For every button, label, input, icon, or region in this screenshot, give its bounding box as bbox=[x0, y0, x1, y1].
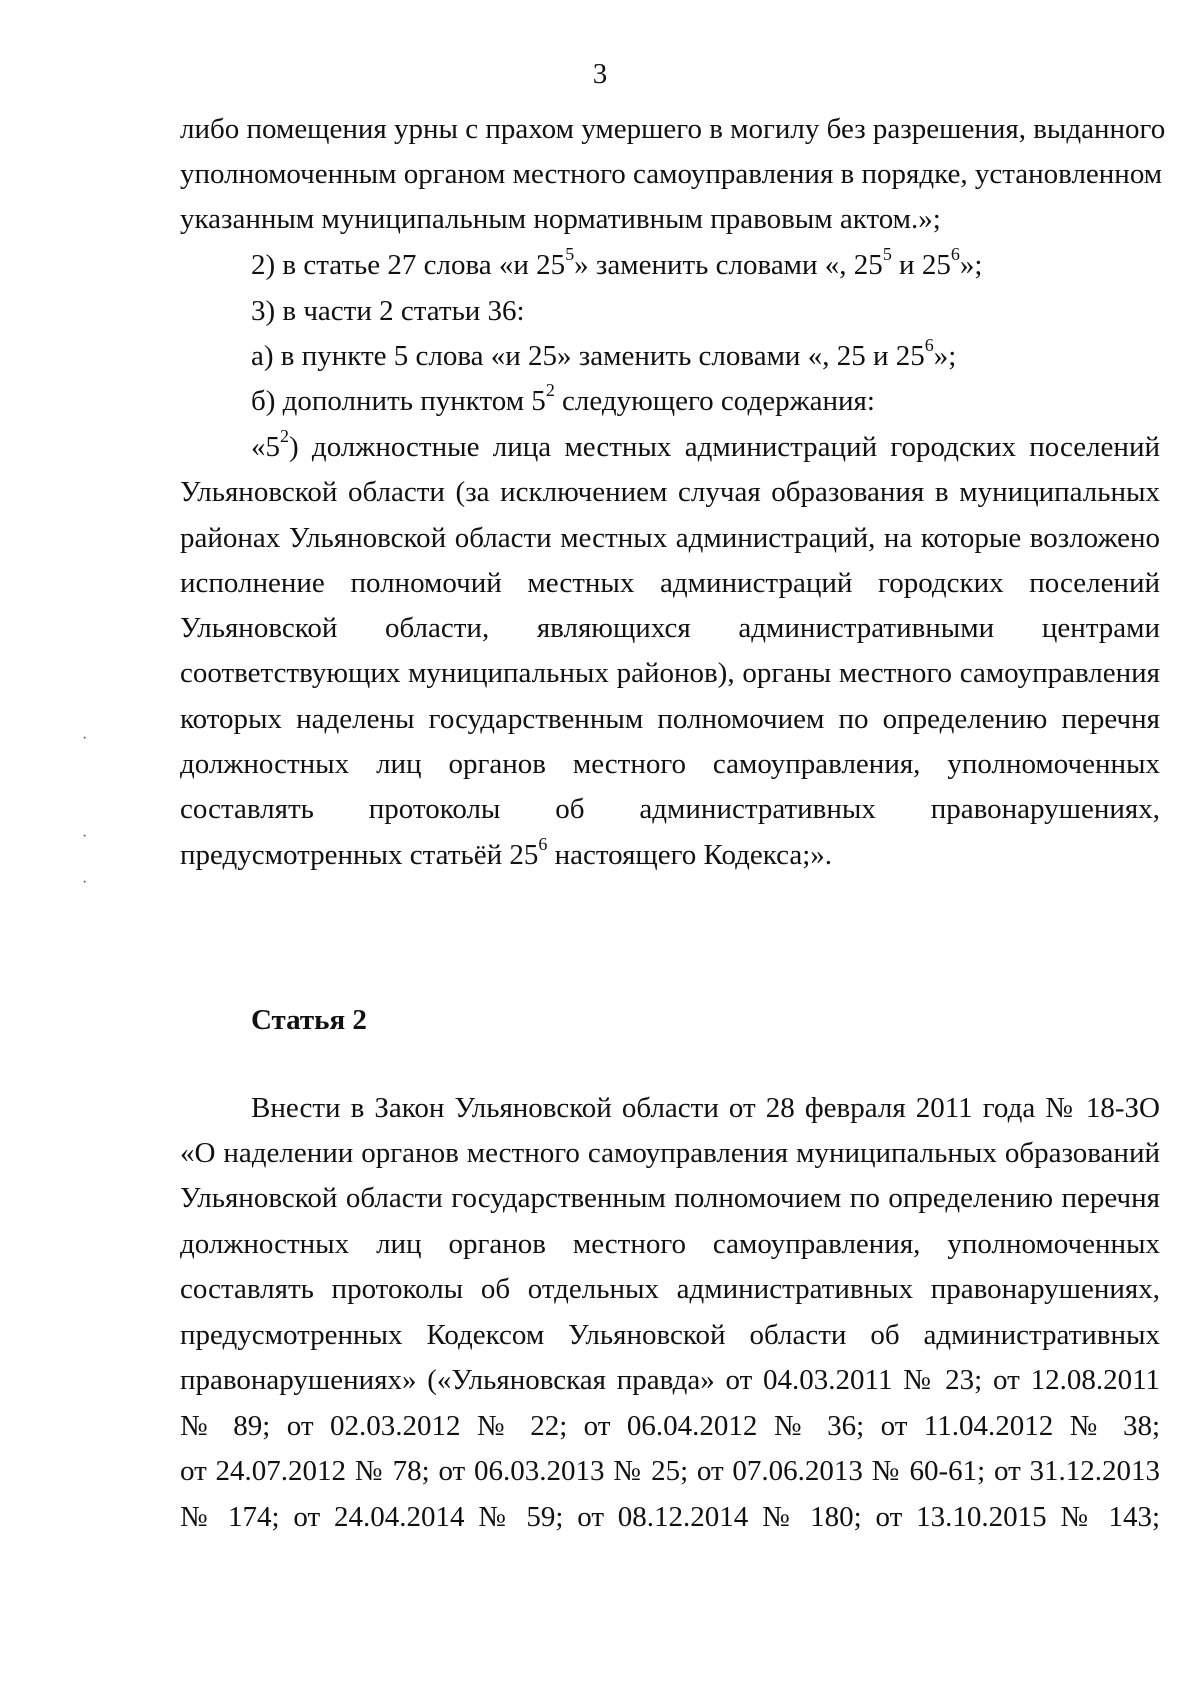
article-2-line: № 174; от 24.04.2014 № 59; от 08.12.2014 № 180; от 13.10.2015 № 143; bbox=[180, 1501, 1160, 1533]
article-2-first-line: Внести в Закон Ульяновской области от 28 февраля 2011 года № 18-ЗО bbox=[251, 1092, 1160, 1124]
quote-line: районах Ульяновской области местных администраций, на которые возложено bbox=[180, 522, 1160, 554]
article-2-line: правонарушениях» («Ульяновская правда» от 04.03.2011 № 23; от 12.08.2011 bbox=[180, 1364, 1160, 1396]
quote-line: составлять протоколы об административных правонарушениях, bbox=[180, 793, 1160, 825]
quote-line: исполнение полномочий местных администраций городских поселений bbox=[180, 567, 1160, 599]
body-line: либо помещения урны с прахом умершего в могилу без разрешения, выданного bbox=[180, 113, 1166, 145]
quote-line: соответствующих муниципальных районов), органы местного самоуправления bbox=[180, 657, 1160, 689]
scan-mark: · bbox=[82, 874, 88, 891]
amendment-item-b: б) дополнить пунктом $5^2$ следующего содержания: bbox=[251, 379, 875, 417]
scan-mark: · bbox=[82, 828, 88, 845]
quote-first-line: «$5^2$) должностные лица местных администраций городских поселений bbox=[251, 425, 1160, 463]
article-heading: Статья 2 bbox=[251, 1004, 367, 1036]
article-2-line: «О наделении органов местного самоуправления муниципальных образований bbox=[180, 1137, 1160, 1169]
article-2-line: предусмотренных Кодексом Ульяновской области об административных bbox=[180, 1319, 1160, 1351]
article-2-line: Ульяновской области государственным полномочием по определению перечня bbox=[180, 1182, 1160, 1214]
article-2-line: составлять протоколы об отдельных административных правонарушениях, bbox=[180, 1273, 1160, 1305]
quote-line: Ульяновской области (за исключением случая образования в муниципальных bbox=[180, 476, 1160, 508]
article-2-line: № 89; от 02.03.2012 № 22; от 06.04.2012 № 36; от 11.04.2012 № 38; bbox=[180, 1410, 1160, 1442]
article-2-line: должностных лиц органов местного самоуправления, уполномоченных bbox=[180, 1228, 1160, 1260]
amendment-item-3: 3) в части 2 статьи 36: bbox=[251, 295, 525, 327]
amendment-item-2: 2) в статье 27 слова «и $25^5$» заменить словами «, $25^5$ и $25^6$»; bbox=[251, 243, 983, 281]
body-line: уполномоченным органом местного самоуправления в порядке, установленном bbox=[180, 158, 1163, 190]
scan-mark: · bbox=[82, 730, 88, 747]
quote-line: должностных лиц органов местного самоуправления, уполномоченных bbox=[180, 748, 1160, 780]
quote-line: которых наделены государственным полномочием по определению перечня bbox=[180, 703, 1160, 735]
amendment-item-a: а) в пункте 5 слова «и 25» заменить словами «, 25 и $25^6$»; bbox=[251, 334, 957, 372]
body-line: указанным муниципальным нормативным правовым актом.»; bbox=[180, 203, 941, 235]
article-2-line: от 24.07.2012 № 78; от 06.03.2013 № 25; от 07.06.2013 № 60-61; от 31.12.2013 bbox=[180, 1455, 1160, 1487]
page-number: 3 bbox=[592, 58, 608, 90]
quote-last-line: предусмотренных статьёй $25^6$ настоящего Кодекса;». bbox=[180, 833, 833, 871]
quote-line: Ульяновской области, являющихся административными центрами bbox=[180, 612, 1160, 644]
